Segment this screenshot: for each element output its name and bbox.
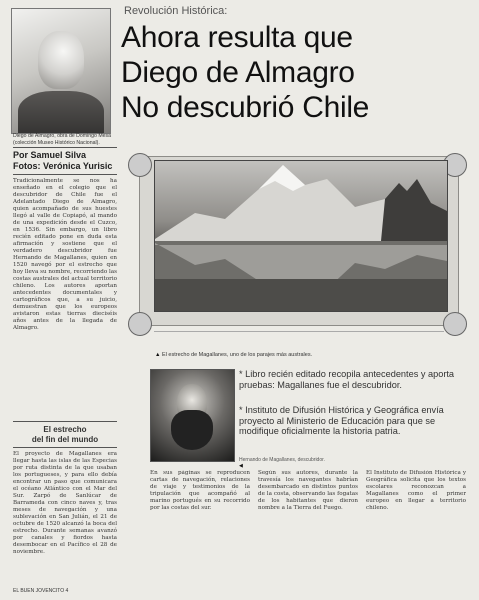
bullet-star-icon: * (239, 405, 246, 415)
landscape-photo (154, 160, 448, 312)
byline (13, 150, 112, 172)
almagro-portrait (11, 8, 111, 134)
portrait-caption-line-2: (colección Museo Histórico Nacional). (13, 139, 100, 146)
byline-photos: Fotos: Verónica Yurisic (13, 161, 113, 171)
bullet-star-icon: * (239, 369, 246, 379)
scroll-roll-top-left (128, 153, 152, 177)
bullet-2 (239, 405, 465, 437)
body-left-top: Tradicionalmente se nos ha enseñado en el colegio que el descubridor de Chile fue el Adelantado Diego de Almagro, quien acompañado de sus huestes llegó al valle de Copiapó, al mando de una expedición desde el Cuzco, en 1536. Sin embargo, un libro recién editado pone en duda esta afirmación y sostiene que el verdadero descubridor fue Hernando de Magallanes, quien en 1520 navegó por el estrecho que hoy lleva su nombre, recorriendo las costas australes del actual territorio chileno. Los autores aportan antecedentes documentales y cartográficos que, a su juicio, demuestran que los europeos avistaron estas tierras dieciséis años antes de la llegada de Almagro. (13, 178, 117, 331)
byline-author: Por Samuel Silva (13, 150, 87, 160)
magellan-portrait (150, 369, 235, 462)
image-caption (155, 352, 312, 358)
magellan-caption (239, 457, 325, 469)
scroll-roll-bottom-left (128, 312, 152, 336)
bullet-1 (239, 369, 465, 390)
side-headline-line-2: del fin del mundo (31, 435, 99, 444)
headline-line-1: Ahora resulta que (121, 21, 353, 54)
portrait-caption (13, 133, 123, 146)
image-caption-text: El estrecho de Magallanes, uno de los parajes más australes. (161, 352, 313, 358)
caption-pointer-icon: ◀ (239, 463, 243, 469)
bullet-1-text: Libro recién editado recopila antecedentes y aporta pruebas: Magallanes fue el descubridor. (239, 369, 455, 390)
magellan-beard (171, 410, 213, 450)
side-headline (13, 425, 117, 445)
bullet-2-text: Instituto de Difusión Histórica y Geográfica envía proyecto al Ministerio de Educación para que se modifique oficialmente la historia patria. (239, 405, 444, 436)
portrait-caption-line-1: Diego de Almagro, obra de Domingo Mesa (13, 133, 112, 139)
almagro-coat (18, 91, 104, 134)
byline-rule-bottom (13, 174, 117, 175)
caption-triangle-icon: ▲ (155, 352, 161, 358)
byline-rule-top (13, 147, 117, 148)
body-col-3: El Instituto de Difusión Histórica y Geográfica solicita que los textos escolares reconozcan a Magallanes como el primer europeo en llegar a territorio chileno. (366, 470, 466, 511)
scroll-roll-bottom-right (443, 312, 467, 336)
almagro-face (38, 31, 84, 89)
mountain-lake-illustration (155, 161, 447, 311)
side-head-rule-top (13, 421, 117, 422)
magellan-caption-text: Hernando de Magallanes, descubridor. (239, 457, 325, 463)
dark-peaks (381, 179, 447, 241)
headline-line-2: Diego de Almagro (121, 56, 355, 89)
headline (121, 20, 369, 125)
body-col-2: Según sus autores, durante la travesía los navegantes habrían desembarcado en distintos puntos de la costa, observando las fogatas de los habitantes que dieron nombre a la Tierra del Fuego. (258, 470, 358, 511)
body-left-bottom: El proyecto de Magallanes era llegar hasta las islas de las Especias por ruta distinta de la que usaban los portugueses, y para ello debía encontrar un paso que comunicara el océano Atlántico con el Mar del Sur. Zarpó de Sanlúcar de Barrameda con cinco naves y, tras meses de navegación y una sublevación en San Julián, el 21 de octubre de 1520 alcanzó la boca del estrecho. Durante semanas avanzó por canales y fiordos hasta desembocar en el Pacífico el 28 de noviembre. (13, 451, 117, 555)
side-head-rule-bottom (13, 447, 117, 448)
page-footer: EL BUEN JOVENCITO 4 (13, 588, 69, 594)
body-col-1: En sus páginas se reproducen cartas de navegación, relaciones de viaje y testimonios de la tripulación que acompañó al marino portugués en su recorrido por las costas del sur. (150, 470, 250, 511)
side-headline-line-1: El estrecho (43, 425, 87, 434)
kicker: Revolución Histórica: (124, 5, 228, 17)
headline-line-3: No descubrió Chile (121, 91, 370, 124)
shore (155, 279, 447, 311)
